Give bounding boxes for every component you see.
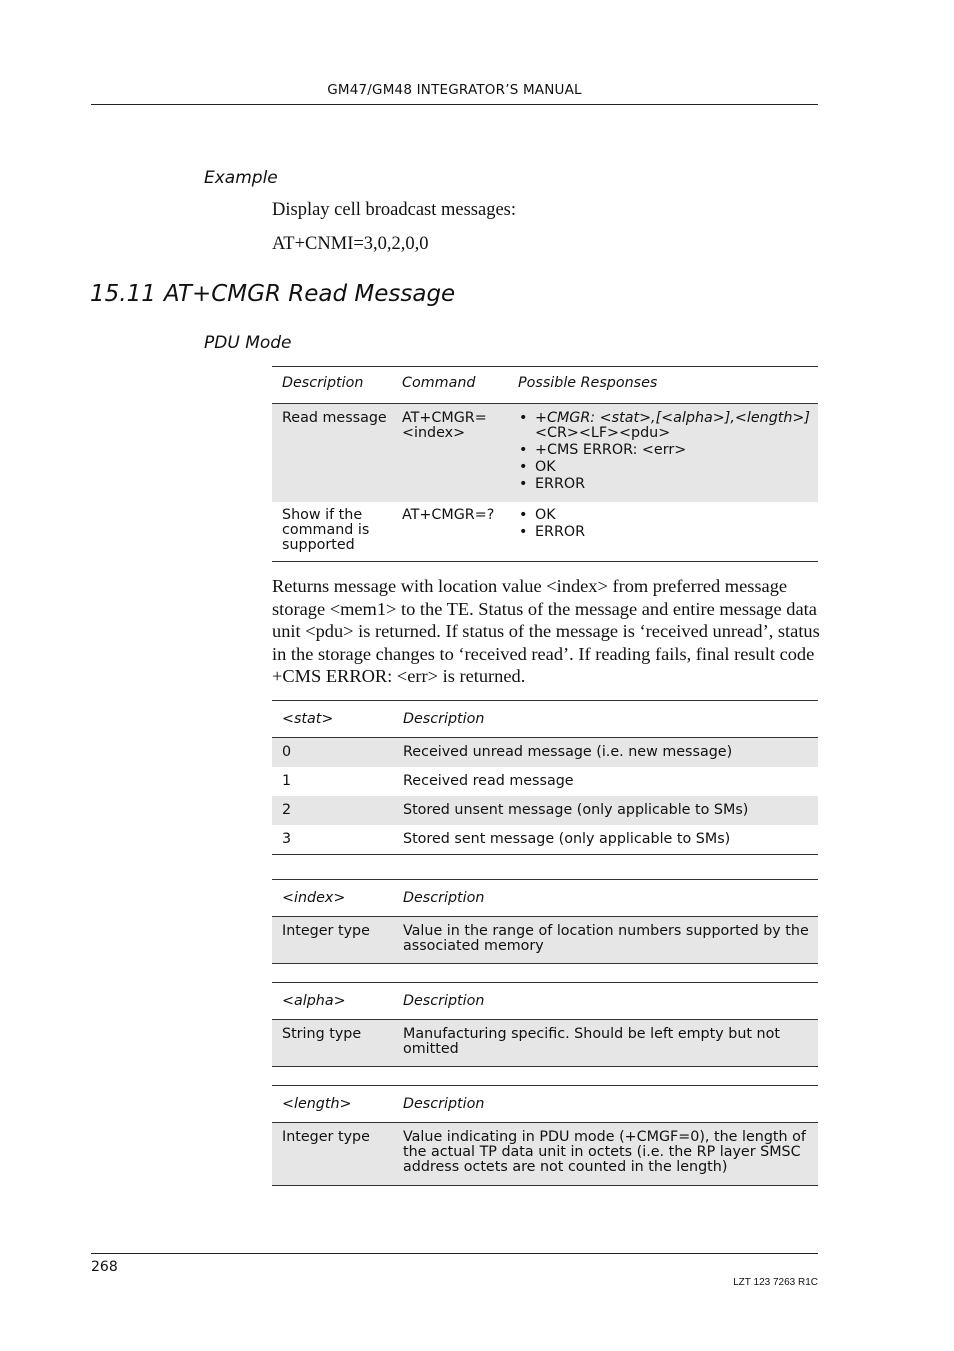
param-description: Value in the range of location numbers supported by the associated memory bbox=[403, 923, 809, 954]
stat-value: 1 bbox=[282, 773, 292, 789]
table-row bbox=[272, 767, 818, 796]
alpha-table-header bbox=[272, 983, 818, 1020]
pdu-mode-label: PDU Mode bbox=[204, 333, 292, 353]
response-item: • OK bbox=[518, 460, 818, 475]
table-row bbox=[272, 917, 818, 964]
description-header: Description bbox=[403, 1096, 485, 1112]
example-text: Display cell broadcast messages: bbox=[272, 200, 517, 220]
response-item bbox=[518, 411, 818, 441]
length-table bbox=[272, 1085, 818, 1186]
row-responses bbox=[508, 502, 818, 562]
page-number: 268 bbox=[91, 1259, 118, 1275]
table-row bbox=[272, 1123, 818, 1186]
response-list bbox=[518, 411, 818, 492]
footer-rule bbox=[91, 1253, 818, 1254]
param-description: Value indicating in PDU mode (+CMGF=0), the length of the actual TP data unit in octets (i.e. the RP layer SMSC address octets are not counted in the length) bbox=[403, 1129, 806, 1175]
section-title bbox=[90, 281, 455, 307]
stat-value: 0 bbox=[282, 744, 292, 760]
table-row bbox=[272, 738, 818, 768]
command-table bbox=[272, 366, 818, 562]
response-item: • OK bbox=[518, 508, 818, 523]
param-type: String type bbox=[282, 1026, 362, 1042]
description-header: Description bbox=[403, 993, 485, 1009]
length-table-header bbox=[272, 1086, 818, 1123]
response-item: • ERROR bbox=[518, 477, 818, 492]
col-description-header: Description bbox=[282, 375, 364, 391]
stat-description: Received read message bbox=[403, 773, 574, 789]
cmgr-response: +CMGR: <stat>,[<alpha>],<length>] bbox=[535, 410, 810, 426]
row-responses bbox=[508, 404, 818, 503]
stat-value: 3 bbox=[282, 831, 292, 847]
response-list bbox=[518, 508, 818, 540]
col-command-header: Command bbox=[402, 375, 476, 391]
index-table-header bbox=[272, 880, 818, 917]
header-rule bbox=[91, 104, 818, 105]
alpha-header: <alpha> bbox=[282, 993, 346, 1009]
section-title-text: AT+CMGR Read Message bbox=[163, 281, 456, 307]
row-description: Read message bbox=[282, 410, 387, 426]
cmgr-response-suffix: <CR><LF><pdu> bbox=[535, 425, 671, 441]
description-paragraph: Returns message with location value <index> from preferred message storage <mem1> to the TE. Status of the message and entire message data unit <pdu> is returned. If status of the message is ‘received unread’, status in the storage changes to ‘received read’. If reading fails, final result code +CMS ERROR: <err> is returned. bbox=[272, 576, 820, 687]
example-label: Example bbox=[204, 168, 278, 188]
col-responses-header: Possible Responses bbox=[518, 375, 658, 391]
description-header: Description bbox=[403, 890, 485, 906]
table-row bbox=[272, 1020, 818, 1067]
row-command bbox=[392, 404, 508, 503]
command-table-header bbox=[272, 367, 818, 404]
stat-description: Stored sent message (only applicable to SMs) bbox=[403, 831, 731, 847]
index-header: <index> bbox=[282, 890, 346, 906]
stat-description: Received unread message (i.e. new message) bbox=[403, 744, 733, 760]
table-row bbox=[272, 825, 818, 855]
table-row bbox=[272, 796, 818, 825]
stat-table bbox=[272, 700, 818, 855]
command-line: <index> bbox=[402, 425, 466, 441]
stat-table-header bbox=[272, 701, 818, 738]
response-item: • ERROR bbox=[518, 525, 818, 540]
param-type: Integer type bbox=[282, 923, 370, 939]
length-header: <length> bbox=[282, 1096, 352, 1112]
param-type: Integer type bbox=[282, 1129, 370, 1145]
param-description: Manufacturing specific. Should be left empty but not omitted bbox=[403, 1026, 780, 1057]
description-header: Description bbox=[403, 711, 485, 727]
stat-value: 2 bbox=[282, 802, 292, 818]
document-id: LZT 123 7263 R1C bbox=[733, 1277, 818, 1288]
index-table bbox=[272, 879, 818, 964]
row-description: Show if the command is supported bbox=[282, 507, 370, 553]
table-row bbox=[272, 404, 818, 503]
running-header: GM47/GM48 INTEGRATOR’S MANUAL bbox=[327, 82, 582, 98]
table-row bbox=[272, 502, 818, 562]
example-command: AT+CNMI=3,0,2,0,0 bbox=[272, 234, 429, 254]
stat-header: <stat> bbox=[282, 711, 334, 727]
section-number: 15.11 bbox=[90, 281, 156, 307]
command-line: AT+CMGR= bbox=[402, 410, 487, 426]
stat-description: Stored unsent message (only applicable to SMs) bbox=[403, 802, 749, 818]
row-command: AT+CMGR=? bbox=[402, 507, 495, 523]
alpha-table bbox=[272, 982, 818, 1067]
response-item: • +CMS ERROR: <err> bbox=[518, 443, 818, 458]
